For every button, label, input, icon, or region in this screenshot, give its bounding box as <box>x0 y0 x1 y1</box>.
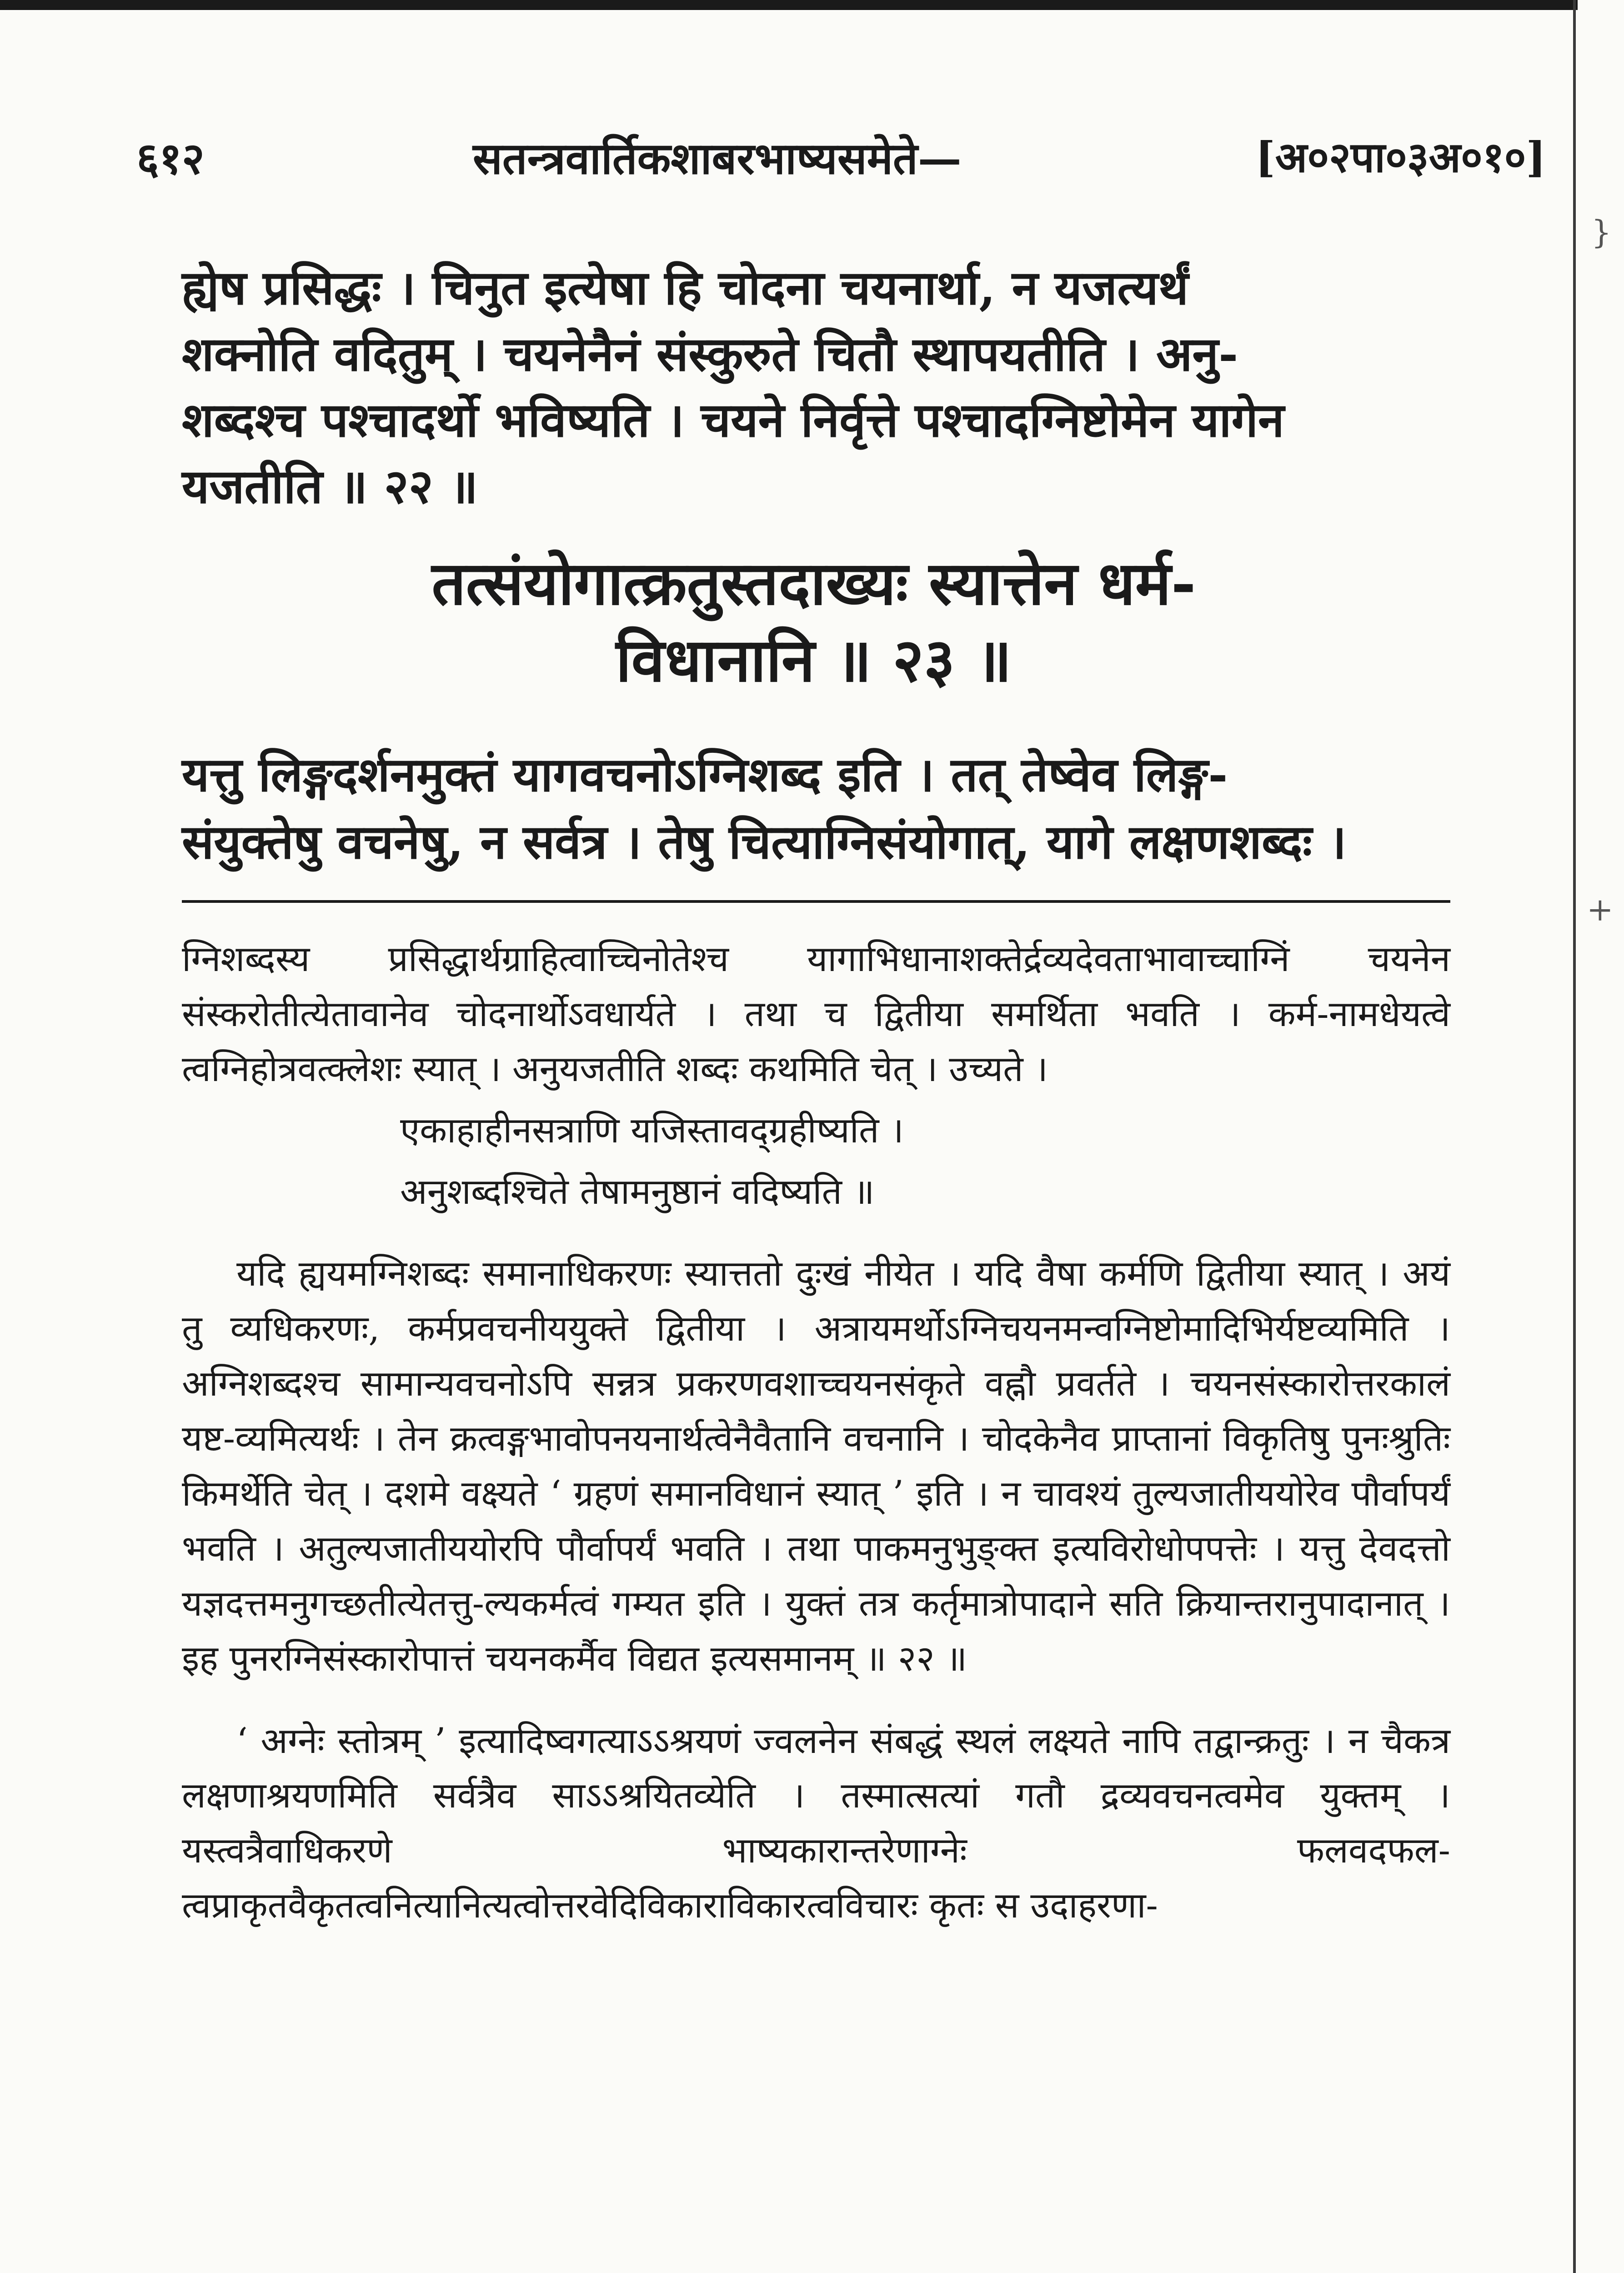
verse-line-1: एकाहाहीनसत्राणि यजिस्तावद्ग्रहीष्यति । <box>400 1110 904 1151</box>
bhashya-line: संयुक्तेषु वचनेषु, न सर्वत्र । तेषु चित्याग्निसंयोगात्, यागे लक्षणशब्दः । <box>182 813 1347 870</box>
bhashya-text-top <box>182 255 1446 519</box>
sutra-line-2: विधानानि ॥ २३ ॥ <box>616 625 1012 696</box>
bhashya-line: ह्येष प्रसिद्धः । चिनुत इत्येषा हि चोदना चयनार्था, न यजत्यर्थं <box>182 260 1189 315</box>
margin-cross-mark: + <box>1587 891 1614 928</box>
running-title: सतन्त्रवार्तिकशाबरभाष्यसमेते— <box>473 133 962 184</box>
bhashya-line: शब्दश्च पश्चादर्थो भविष्यति । चयने निर्वृत्ते पश्चादग्निष्टोमेन यागेन <box>182 392 1284 448</box>
page-number: ६१२ <box>136 133 205 184</box>
margin-brace-mark: } <box>1591 214 1612 251</box>
verse-line-2: अनुशब्दश्चिते तेषामनुष्ठानं वदिष्यति ॥ <box>400 1171 875 1212</box>
commentary-paragraph-2: यदि ह्ययमग्निशब्दः समानाधिकरणः स्यात्ततो दुःखं नीयेत । यदि वैषा कर्मणि द्वितीया स्यात् । अयं तु व्यधिकरणः, कर्मप्रवचनीययुक्ते द्वितीया । अत्रायमर्थोऽग्निचयनमन्वग्निष्टोमादिभिर्यष्टव्यमिति । अग्निशब्दश्च सामान्यवचनोऽपि सन्नत्र प्रकरणवशाच्चयनसंकृते वह्नौ प्रवर्तते । चयनसंस्कारोत्तरकालं यष्ट-व्यमित्यर्थः । तेन क्रत्वङ्गभावोपनयनार्थत्वेनैवैतानि वचनानि । चोदकेनैव प्राप्तानां विकृतिषु पुनःश्रुतिः किमर्थेति चेत् । दशमे वक्ष्यते ‘ ग्रहणं समानविधानं स्यात् ’ इति । न चावश्यं तुल्यजातीययोरेव पौर्वापर्यं भवति । अतुल्यजातीययोरपि पौर्वापर्यं भवति । तथा पाकमनुभुङ्क्त इत्यविरोधोपपत्तेः । यत्तु देवदत्तो यज्ञदत्तमनुगच्छतीत्येतत्तु-ल्यकर्मत्वं गम्यत इति । युक्तं तत्र कर्तृमात्रोपादाने सति क्रियान्तरानुपादानात् । इह पुनरग्निसंस्कारोपात्तं चयनकर्मैव विद्यत इत्यसमानम् ॥ २२ ॥ <box>182 1253 1450 1679</box>
bhashya-line: यजतीति ॥ २२ ॥ <box>182 458 478 514</box>
vartika-commentary <box>182 932 1450 1940</box>
bhashya-line: शक्नोति वदितुम् । चयनेनैनं संस्कुरुते चितौ स्थापयतीति । अनु- <box>182 325 1238 382</box>
top-border-rule <box>0 0 1578 10</box>
bhashya-line: यत्तु लिङ्गदर्शनमुक्तं यागवचनोऽग्निशब्द इति । तत् तेष्वेव लिङ्ग- <box>182 746 1228 802</box>
sutra-block <box>182 546 1446 699</box>
bhashya-text-after-sutra <box>182 741 1446 875</box>
commentary-paragraph-1: ग्निशब्दस्य प्रसिद्धार्थग्राहित्वाच्चिनोतेश्च यागाभिधानाशक्तेर्द्रव्यदेवताभावाच्चाग्निं चयनेन संस्करोतीत्येतावानेव चोदनार्थोऽवधार्यते । तथा च द्वितीया समर्थिता भवति । कर्म-नामधेयत्वे त्वग्निहोत्रवत्क्लेशः स्यात् । अनुयजतीति शब्दः कथमिति चेत् । उच्यते । <box>182 939 1450 1090</box>
page-header <box>136 127 1546 191</box>
commentary-divider <box>182 900 1450 903</box>
right-page-edge <box>1573 0 1576 2273</box>
commentary-paragraph-3: ‘ अग्नेः स्तोत्रम् ’ इत्यादिष्वगत्याऽऽश्रयणं ज्वलनेन संबद्धं स्थलं लक्ष्यते नापि तद्वान्क्रतुः । न चैकत्र लक्षणाश्रयणमिति सर्वत्रैव साऽऽश्रयितव्येति । तस्मात्सत्यां गतौ द्रव्यवचनत्वमेव युक्तम् । यस्त्वत्रैवाधिकरणे भाष्यकारान्तरेणाग्नेः फलवदफल-त्वप्राकृतवैकृतत्वनित्यानित्यत्वोत्तरवेदिविकाराविकारत्वविचारः कृतः स उदाहरणा- <box>182 1720 1450 1927</box>
section-reference: [अ०२पा०३अ०१०] <box>1255 133 1546 182</box>
sutra-line-1: तत्संयोगात्क्रतुस्तदाख्यः स्यात्तेन धर्म- <box>431 548 1196 619</box>
